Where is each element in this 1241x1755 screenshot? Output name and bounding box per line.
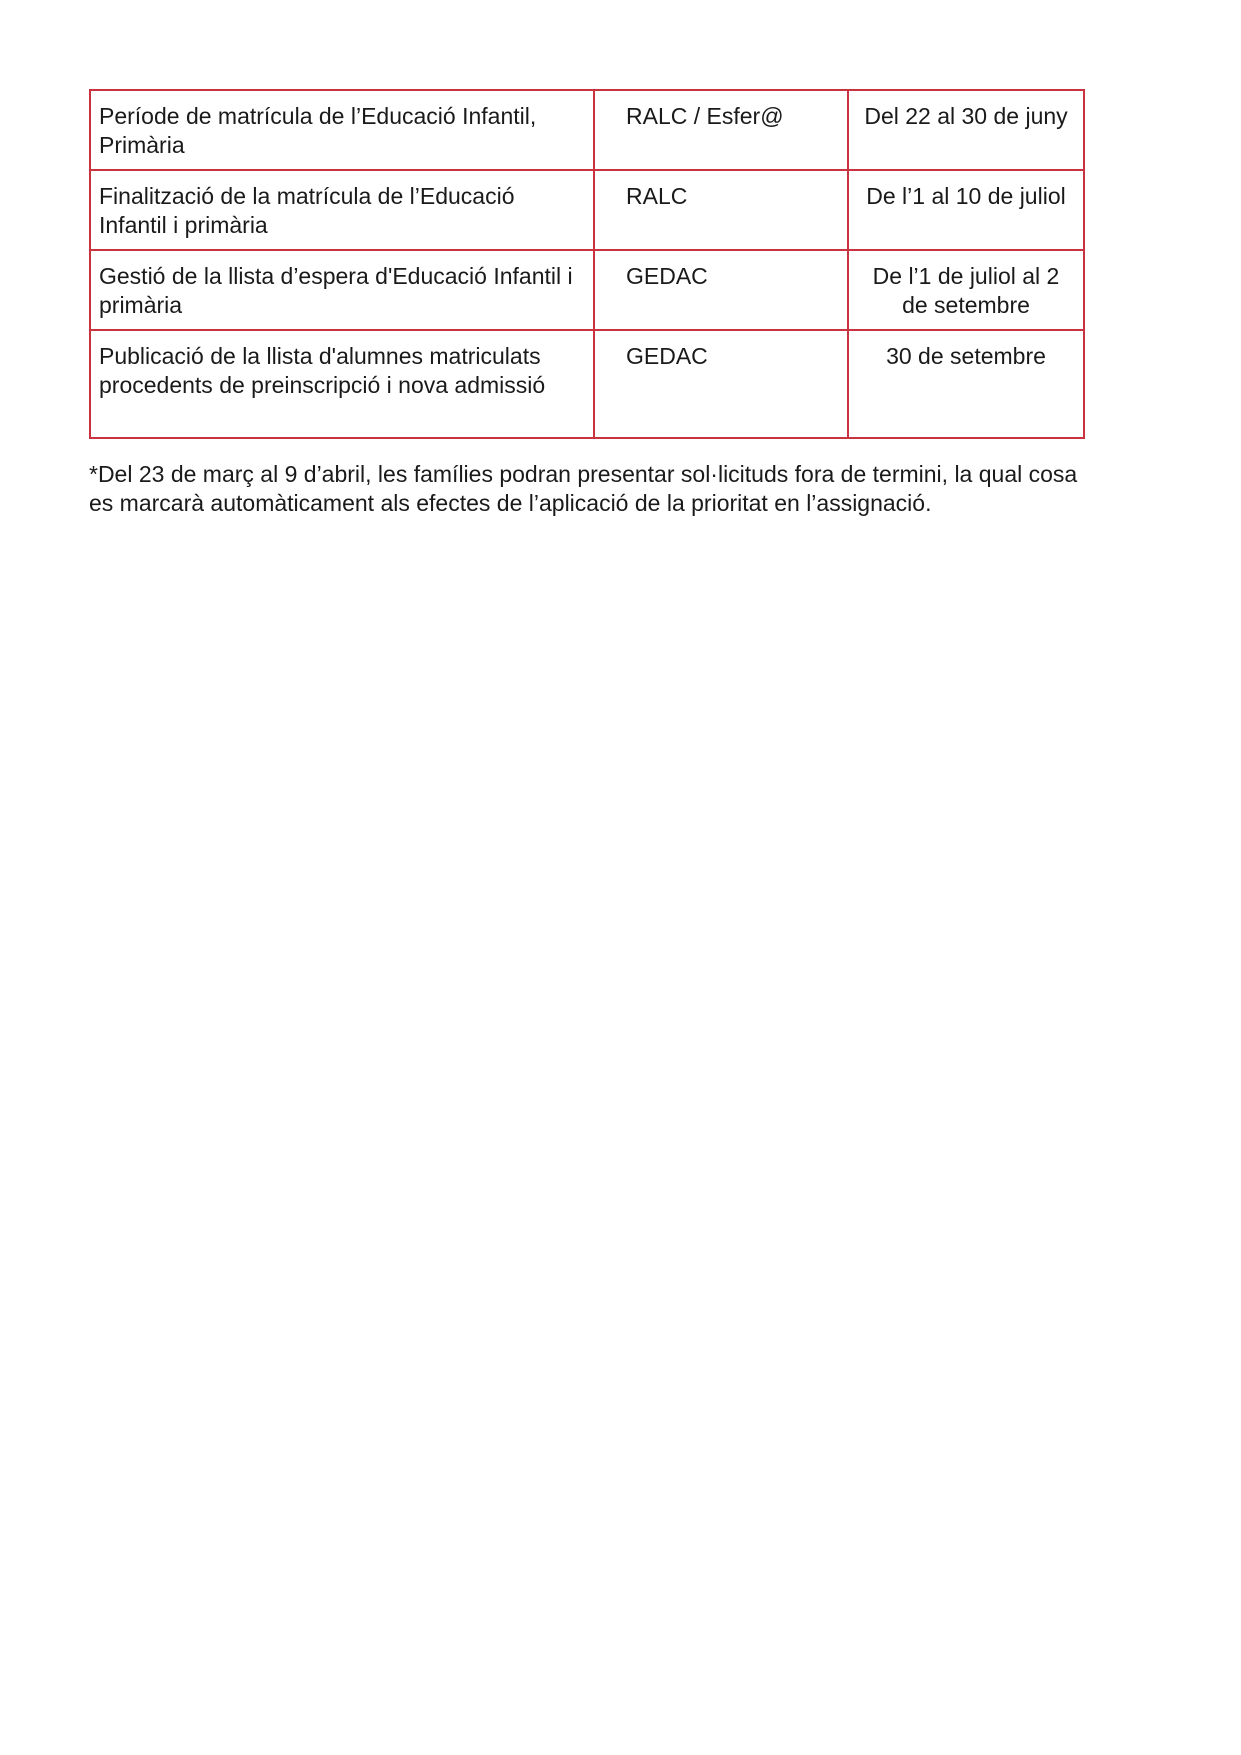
dates-cell: De l’1 de juliol al 2 de setembre (848, 250, 1084, 330)
application-cell: GEDAC (594, 330, 848, 438)
table-row (90, 170, 1084, 250)
enrollment-calendar-table (89, 89, 1085, 439)
activity-cell: Gestió de la llista d’espera d'Educació Infantil i primària (90, 250, 594, 330)
application-cell: GEDAC (594, 250, 848, 330)
activity-cell: Període de matrícula de l’Educació Infantil, Primària (90, 90, 594, 170)
table-row (90, 90, 1084, 170)
dates-cell: De l’1 al 10 de juliol (848, 170, 1084, 250)
activity-cell: Publicació de la llista d'alumnes matriculats procedents de preinscripció i nova admissió (90, 330, 594, 438)
late-application-footnote: *Del 23 de març al 9 d’abril, les famílies podran presentar sol·licituds fora de termini, la qual cosa es marcarà automàticament als efectes de l’aplicació de la prioritat en l’assignació. (89, 461, 1078, 516)
table-row (90, 250, 1084, 330)
activity-cell: Finalització de la matrícula de l’Educació Infantil i primària (90, 170, 594, 250)
application-cell: RALC (594, 170, 848, 250)
dates-cell: Del 22 al 30 de juny (848, 90, 1084, 170)
table-row (90, 330, 1084, 438)
dates-cell: 30 de setembre (848, 330, 1084, 438)
application-cell: RALC / Esfer@ (594, 90, 848, 170)
